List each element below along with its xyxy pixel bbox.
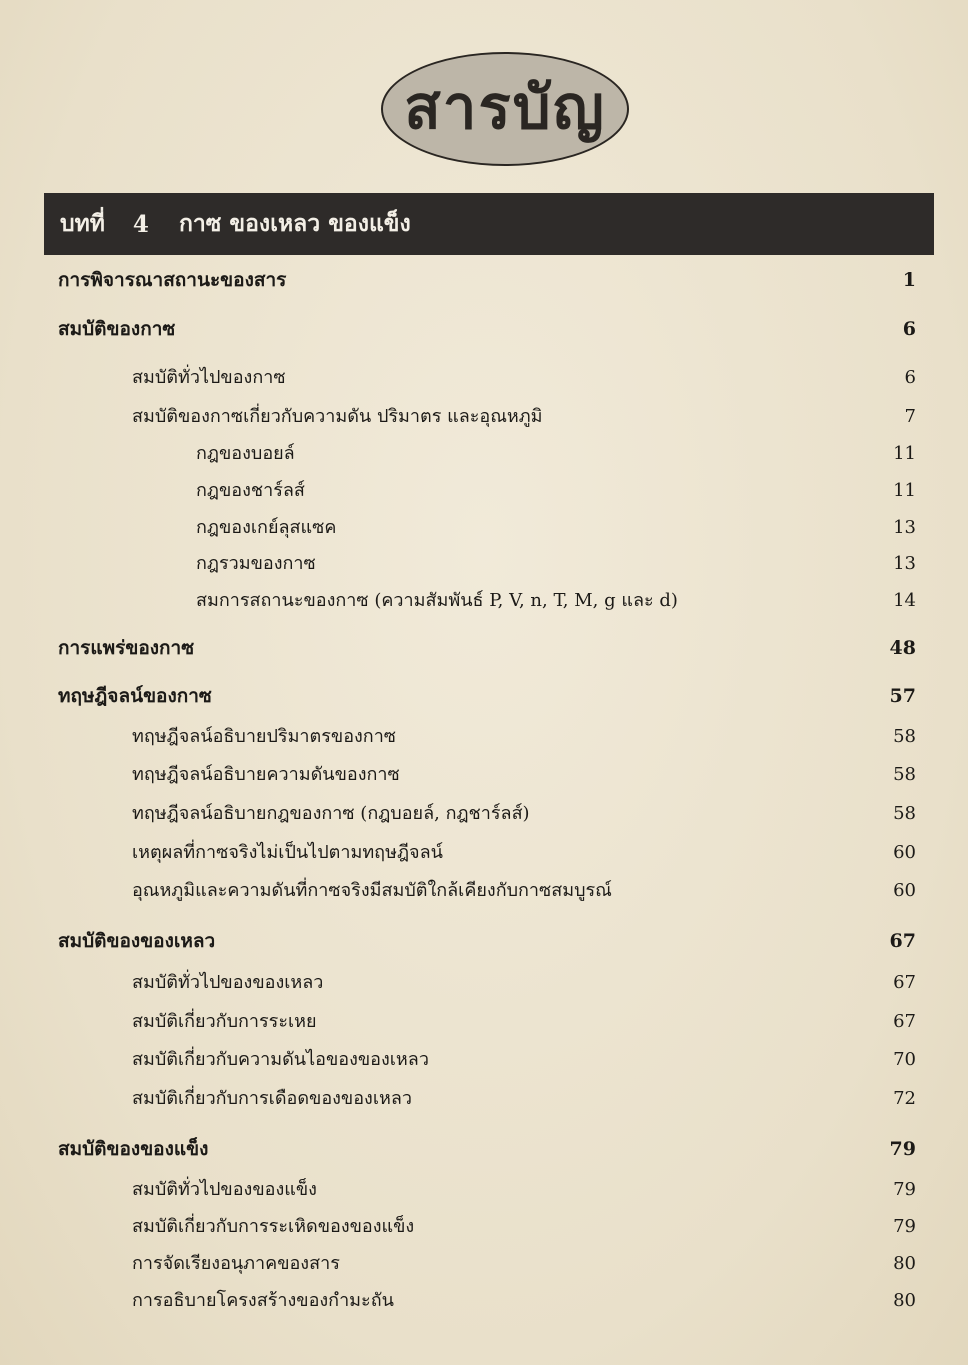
toc-entry[interactable] (58, 635, 916, 661)
toc-entry[interactable] (132, 762, 916, 788)
toc-entry-page: 57 (889, 685, 916, 707)
toc-entry-text: สมบัติของกาซเกี่ยวกับความดัน ปริมาตร และอุณหภูมิ (132, 406, 543, 427)
toc-entry-page: 79 (889, 1138, 916, 1160)
toc-entry-page: 60 (893, 842, 916, 863)
toc-entry-text: การแพร่ของกาซ (58, 637, 195, 659)
toc-entry[interactable] (58, 316, 916, 342)
toc-entry[interactable] (132, 1047, 916, 1073)
toc-entry-text: สมบัติเกี่ยวกับการระเหิดของของแข็ง (132, 1216, 415, 1237)
toc-entry[interactable] (58, 1136, 916, 1162)
toc-entry-page: 58 (893, 803, 916, 824)
toc-entry-text: กฎของบอยล์ (196, 443, 295, 464)
toc-entry-text: สมบัติทั่วไปของกาซ (132, 367, 286, 388)
toc-entry-page: 58 (893, 726, 916, 747)
toc-entry-text: สมบัติทั่วไปของของเหลว (132, 972, 324, 993)
toc-entry-page: 14 (893, 590, 916, 611)
toc-entry-text: ทฤษฎีจลน์ของกาซ (58, 685, 212, 707)
toc-entry-page: 6 (902, 318, 916, 340)
toc-entry-text: สมบัติเกี่ยวกับการระเหย (132, 1011, 317, 1032)
toc-entry-text: กฎของชาร์ลส์ (196, 480, 305, 501)
toc-entry-page: 11 (893, 480, 916, 501)
toc-entry-page: 70 (893, 1049, 916, 1070)
toc-entry-text: ทฤษฎีจลน์อธิบายกฎของกาซ (กฎบอยล์, กฎชาร์ลส์) (132, 803, 530, 824)
toc-entry[interactable] (196, 478, 916, 504)
toc-entry[interactable] (132, 1214, 916, 1240)
toc-entry[interactable] (132, 970, 916, 996)
toc-entry-text: การพิจารณาสถานะของสาร (58, 269, 287, 291)
toc-entry-page: 58 (893, 764, 916, 785)
toc-entry-text: สมบัติเกี่ยวกับความดันไอของของเหลว (132, 1049, 429, 1070)
toc-entry-page: 6 (904, 367, 916, 388)
toc-entry-page: 72 (893, 1088, 916, 1109)
chapter-number: 4 (132, 210, 149, 238)
toc-entry[interactable] (132, 365, 916, 391)
toc-entry-text: ทฤษฎีจลน์อธิบายความดันของกาซ (132, 764, 400, 785)
toc-entry-page: 11 (893, 443, 916, 464)
toc-entry-text: กฎรวมของกาซ (196, 553, 316, 574)
toc-entry-text: สมบัติทั่วไปของของแข็ง (132, 1179, 317, 1200)
toc-entry-page: 13 (893, 517, 916, 538)
chapter-title: กาซ ของเหลว ของแข็ง (178, 210, 411, 237)
toc-entry[interactable] (58, 683, 916, 709)
toc-entry-text: อุณหภูมิและความดันที่กาซจริงมีสมบัติใกล้เคียงกับกาซสมบูรณ์ (132, 880, 612, 901)
toc-entry-page: 80 (893, 1253, 916, 1274)
toc-entry[interactable] (196, 551, 916, 577)
toc-entry[interactable] (132, 1009, 916, 1035)
toc-entry-text: ทฤษฎีจลน์อธิบายปริมาตรของกาซ (132, 726, 397, 747)
toc-entry-page: 67 (889, 930, 916, 952)
toc-entry[interactable] (132, 404, 916, 430)
toc-entry[interactable] (196, 441, 916, 467)
toc-entry-text: สมบัติของของแข็ง (58, 1138, 209, 1160)
toc-entry-page: 48 (889, 637, 916, 659)
toc-entry-page: 7 (904, 406, 916, 427)
toc-entry[interactable] (132, 801, 916, 827)
chapter-label: บทที่ (60, 210, 105, 237)
toc-entry-page: 60 (893, 880, 916, 901)
toc-entry-page: 79 (893, 1179, 916, 1200)
toc-entry[interactable] (132, 1288, 916, 1314)
toc-entry[interactable] (132, 1251, 916, 1277)
toc-entry-text: สมบัติของกาซ (58, 318, 176, 340)
toc-entry[interactable] (132, 840, 916, 866)
toc-entry-text: กฎของเกย์ลุสแซค (196, 517, 337, 538)
toc-entry[interactable] (196, 588, 916, 614)
toc-entry[interactable] (58, 928, 916, 954)
toc-entry-text: การจัดเรียงอนุภาคของสาร (132, 1253, 340, 1274)
toc-entry-text: สมบัติของของเหลว (58, 930, 216, 952)
toc-entry[interactable] (132, 1177, 916, 1203)
toc-entry-page: 1 (902, 269, 916, 291)
toc-entry-text: สมบัติเกี่ยวกับการเดือดของของเหลว (132, 1088, 412, 1109)
toc-entry[interactable] (196, 515, 916, 541)
page-title: สารบัญ (404, 72, 606, 143)
toc-entry[interactable] (132, 878, 916, 904)
toc-entry-page: 79 (893, 1216, 916, 1237)
toc-entry-page: 13 (893, 553, 916, 574)
toc-entry-page: 67 (893, 972, 916, 993)
toc-entry-text: การอธิบายโครงสร้างของกำมะถัน (132, 1290, 394, 1311)
toc-entry-text: สมการสถานะของกาซ (ความสัมพันธ์ P, V, n, T, M, g และ d) (196, 590, 678, 611)
toc-entry[interactable] (132, 724, 916, 750)
toc-entry-page: 80 (893, 1290, 916, 1311)
toc-entry[interactable] (58, 267, 916, 293)
toc-entry[interactable] (132, 1086, 916, 1112)
toc-entry-page: 67 (893, 1011, 916, 1032)
toc-entry-text: เหตุผลที่กาซจริงไม่เป็นไปตามทฤษฎีจลน์ (132, 842, 443, 863)
